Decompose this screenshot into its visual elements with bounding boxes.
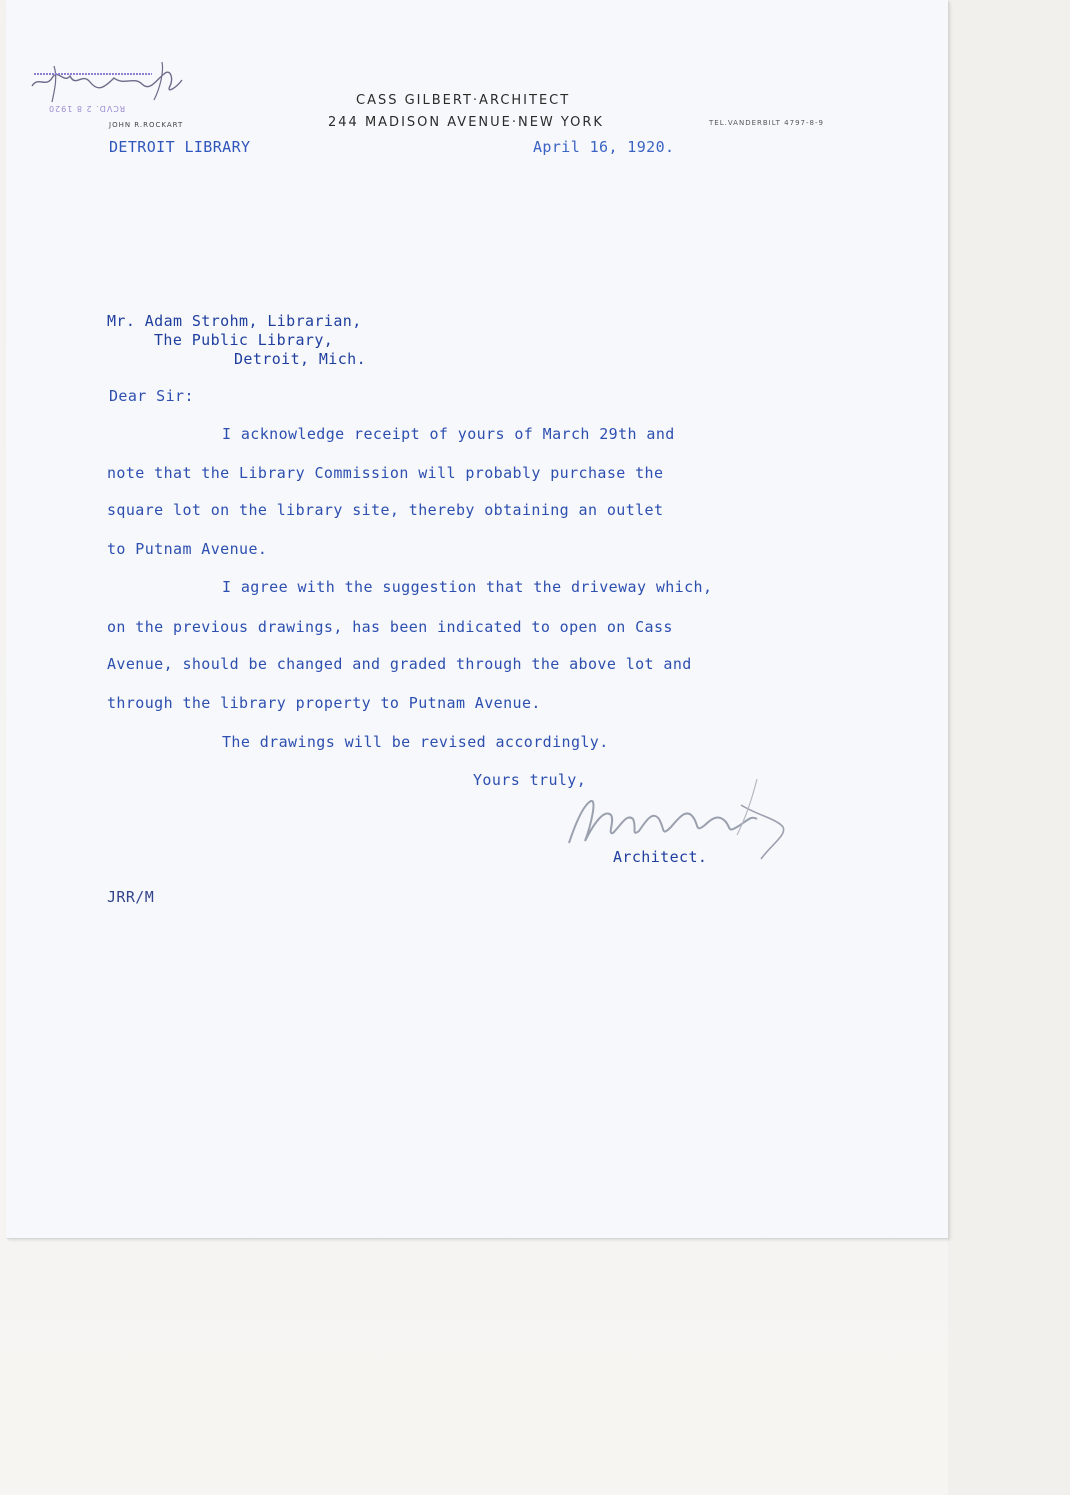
reference-initials: JRR/M	[107, 888, 155, 906]
body-line: to Putnam Avenue.	[107, 540, 268, 558]
closing: Yours truly,	[473, 771, 587, 789]
body-line: through the library property to Putnam Avenue.	[107, 694, 541, 712]
recipient-name: Mr. Adam Strohm, Librarian,	[107, 312, 362, 330]
signature-title: Architect.	[613, 848, 708, 866]
letterhead-telephone: TEL.VANDERBILT 4797-8-9	[709, 119, 824, 127]
recipient-city: Detroit, Mich.	[234, 350, 367, 368]
received-stamp-text: RCVD. 2 8 1920	[48, 104, 126, 113]
body-line: on the previous drawings, has been indicated to open on Cass	[107, 618, 673, 636]
letter-sheet	[6, 0, 948, 1238]
body-line: The drawings will be revised accordingly.	[222, 733, 609, 751]
backing-sheet	[948, 0, 1070, 1495]
body-line: square lot on the library site, thereby obtaining an outlet	[107, 501, 664, 519]
body-line: I acknowledge receipt of yours of March 29th and	[222, 425, 675, 443]
letterhead-representative: JOHN R.ROCKART	[109, 121, 184, 129]
letterhead-firm-name: CASS GILBERT·ARCHITECT	[356, 93, 571, 108]
recipient-institution: The Public Library,	[154, 331, 334, 349]
project-label: DETROIT LIBRARY	[109, 138, 251, 156]
letterhead-address: 244 MADISON AVENUE·NEW YORK	[328, 115, 604, 130]
letter-date: April 16, 1920.	[533, 138, 675, 156]
body-line: note that the Library Commission will probably purchase the	[107, 464, 664, 482]
body-line: Avenue, should be changed and graded through the above lot and	[107, 655, 692, 673]
salutation: Dear Sir:	[109, 387, 194, 405]
body-line: I agree with the suggestion that the driveway which,	[222, 578, 713, 596]
